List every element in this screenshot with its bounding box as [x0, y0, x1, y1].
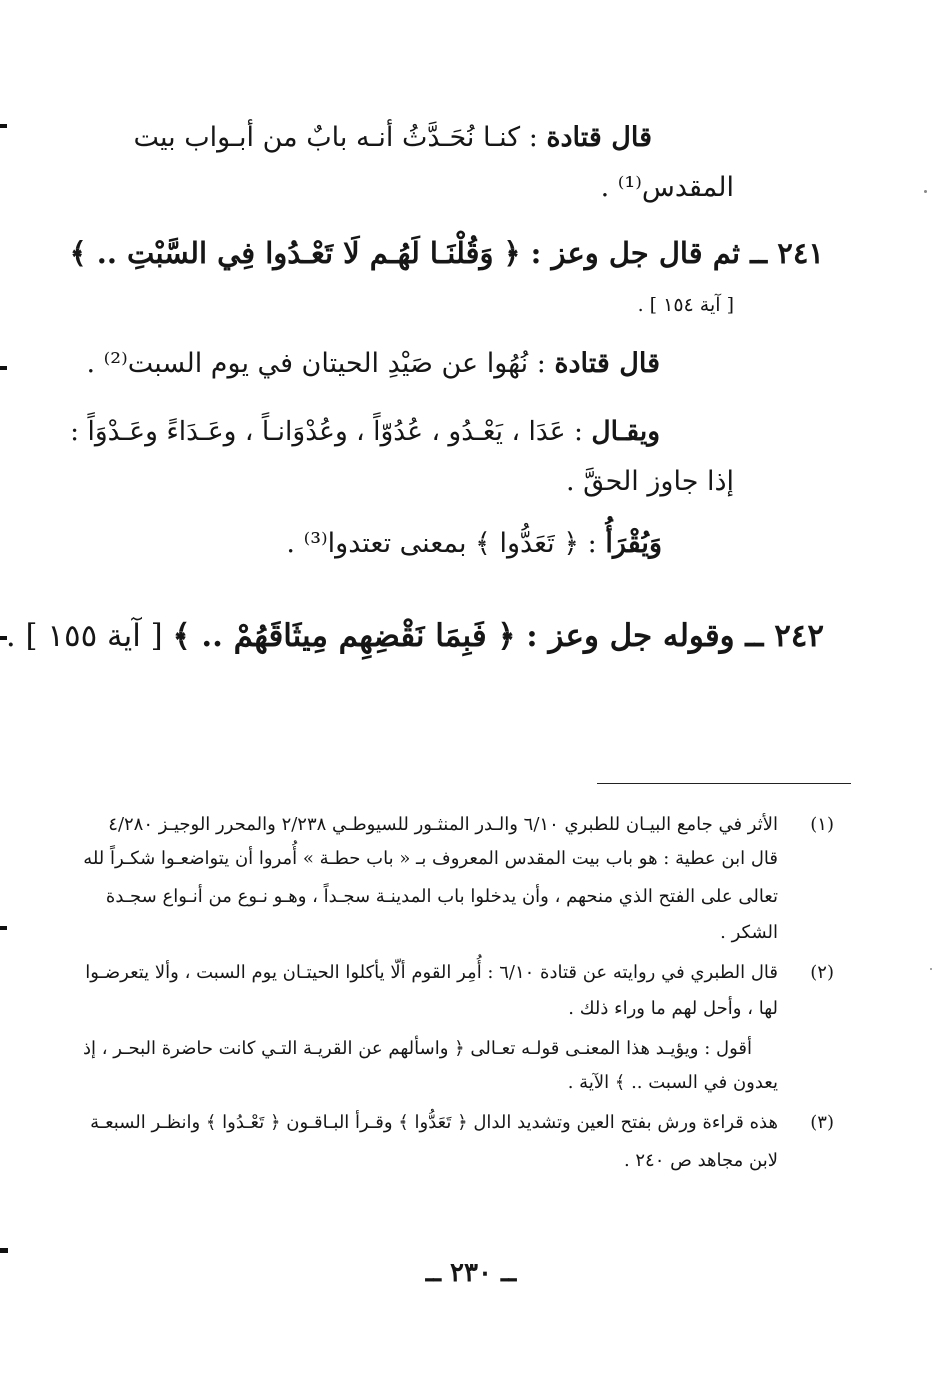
speaker-label: قال قتادة	[554, 348, 660, 379]
quran-verse: ﴿ فَبِمَا نَقْضِهِم مِيثَاقَهُمْ .. ﴾	[172, 618, 516, 654]
quran-verse: ﴿ وَقُلْنَـا لَهُـم لَا تَعْـدُوا فِي السَّبْتِ .. ﴾	[69, 236, 521, 270]
footnote-number: (٢)	[810, 962, 834, 983]
footnote-line: الأثر في جامع البيـان للطبري ٦/١٠ والـدر المنثـور للسيوطـي ٢/٢٣٨ والمحرر الوجيـز ٤/٢٨٠	[108, 814, 778, 835]
speaker-label: وَيُقْرَأُ	[605, 528, 662, 559]
paragraph-text: : نُهُوا عن صَيْدِ الحيتان في يوم السبت⁽²⁾ .	[86, 348, 555, 379]
footnote-line: قال الطبري في روايته عن قتادة ٦/١٠ : أُمِر القوم ألّا يأكلوا الحيتـان يوم السبت ، وألا يتعرضـوا	[85, 962, 778, 983]
footnote-line: قال ابن عطية : هو باب بيت المقدس المعروف بـ « باب حطـة » أُمروا أن يتواضعـوا شكـراً لله	[83, 848, 778, 869]
paragraph-line	[70, 416, 660, 447]
margin-mark	[0, 1248, 8, 1253]
paragraph-text: : عَدَا ، يَعْـدُو ، عُدُوّاً ، وعُدْوَانـاً ، وعَـدَاءً وعَـدْوَاً :	[70, 416, 592, 447]
verse-number-prefix: ٢٤١ ــ ثم قال جل وعز :	[520, 236, 824, 270]
footnote-line: يعدون في السبت .. ﴾ الآية .	[567, 1072, 778, 1093]
paragraph-line	[566, 466, 734, 497]
verse-heading-241	[70, 236, 824, 270]
paragraph-line	[134, 122, 653, 153]
verse-reference: [ آية ١٥٤ ] .	[637, 294, 734, 316]
footnote-number: (٣)	[810, 1112, 834, 1133]
verse-number-prefix: ٢٤٢ ــ وقوله جل وعز :	[515, 618, 824, 654]
footnote-separator	[597, 783, 851, 784]
paragraph-line	[286, 528, 662, 559]
paragraph-text: : كنـا نُحَـدَّثُ أنـه بابٌ من أبـواب بيت	[133, 122, 547, 153]
footnote-line: أقول : ويؤيـد هذا المعنـى قولـه تعـالى ﴿ واسألهم عن القريـة التـي كانت حاضرة البحـر ، إذ	[82, 1038, 752, 1059]
scan-speck	[930, 968, 932, 970]
paragraph-text: : ﴿ تَعَدُّوا ﴾ بمعنى تعتدوا⁽³⁾ .	[286, 528, 606, 559]
paragraph-line	[601, 172, 734, 203]
paragraph-text: المقدس⁽¹⁾ .	[600, 172, 734, 203]
speaker-label: قال قتادة	[546, 122, 652, 153]
verse-heading-242	[6, 618, 824, 654]
margin-mark	[0, 124, 7, 128]
scan-speck	[924, 190, 927, 193]
footnote-line: تعالى على الفتح الذي منحهم ، وأن يدخلوا باب المدينـة سجـداً ، وهـو نـوع من أنـواع سجـدة	[105, 886, 778, 907]
footnote-line: الشكر .	[720, 922, 778, 943]
verse-reference: [ آية ١٥٥ ] .	[5, 618, 173, 654]
paragraph-text: إذا جاوز الحقَّ .	[565, 466, 734, 497]
speaker-label: ويقـال	[591, 416, 660, 447]
margin-mark	[0, 366, 7, 370]
footnote-number: (١)	[810, 814, 834, 835]
footnote-line: هذه قراءة ورش بفتح العين وتشديد الدال ﴿ تَعَدُّوا ﴾ وقـرأ البـاقـون ﴿ تَعْـدُوا ﴾ وانظـر السبعـة	[90, 1112, 778, 1133]
page-number: ــ ٢٣٠ ــ	[425, 1258, 517, 1288]
paragraph-line	[86, 348, 660, 379]
margin-mark	[0, 926, 7, 930]
footnote-line: لها ، وأحل لهم ما وراء ذلك .	[568, 998, 778, 1019]
footnote-line: لابن مجاهد ص ٢٤٠ .	[623, 1150, 778, 1171]
